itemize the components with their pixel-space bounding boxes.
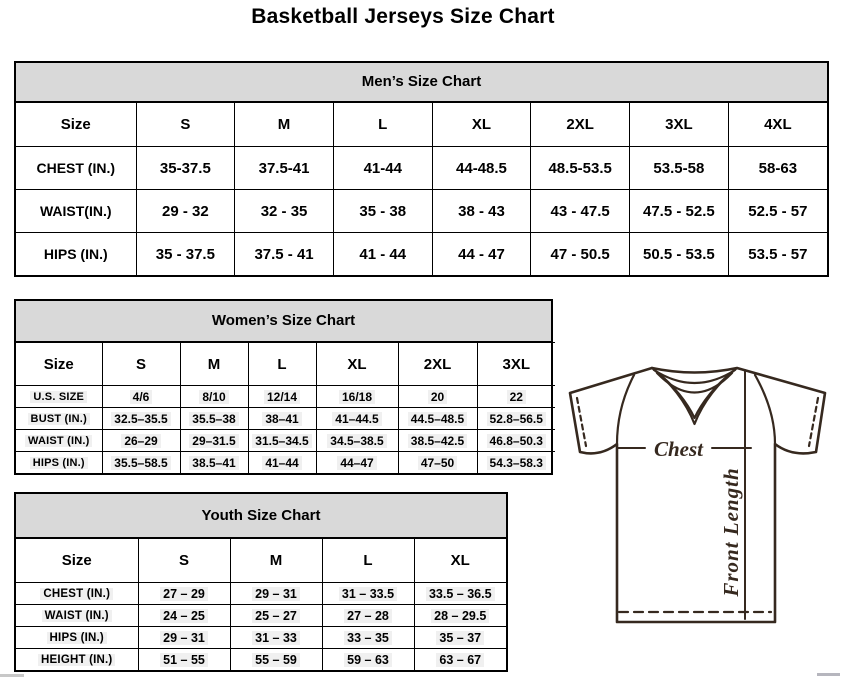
- table-cell: [477, 386, 555, 408]
- table-cell: [235, 233, 334, 276]
- column-header-text: XL: [471, 116, 492, 133]
- table-cell: [138, 627, 230, 649]
- table-cell-text: 4/6: [130, 390, 153, 404]
- table-cell-text: 20: [428, 390, 447, 404]
- table-cell: [136, 147, 235, 190]
- table-cell: [432, 190, 531, 233]
- table-row: [16, 343, 555, 386]
- column-header: [180, 343, 248, 386]
- women-size-label-text: Size: [43, 355, 74, 373]
- table-cell: [432, 233, 531, 276]
- table-cell: [414, 583, 506, 605]
- table-cell: [728, 147, 827, 190]
- table-cell-text: 29 – 31: [160, 631, 208, 645]
- chest-label: Chest: [653, 437, 704, 461]
- table-row: [16, 539, 506, 583]
- column-header-text: 2XL: [566, 116, 594, 133]
- row-label-text: HIPS (IN.): [43, 246, 108, 262]
- table-cell: [630, 233, 729, 276]
- table-cell-text: 35 - 38: [359, 202, 407, 220]
- table-cell: [235, 190, 334, 233]
- table-cell: [230, 627, 322, 649]
- table-cell-text: 31 – 33.5: [339, 587, 397, 601]
- table-cell-text: 27 – 28: [344, 609, 392, 623]
- table-cell: [322, 605, 414, 627]
- table-cell: [333, 147, 432, 190]
- column-header-text: M: [277, 116, 291, 133]
- right-sleeve-stitch-line: [809, 398, 818, 446]
- table-cell: [333, 233, 432, 276]
- table-cell: [531, 233, 630, 276]
- table-cell: [138, 649, 230, 671]
- row-label: [16, 649, 138, 671]
- row-label: [16, 605, 138, 627]
- column-header-text: L: [277, 355, 287, 373]
- table-cell-text: 35 – 37: [436, 631, 484, 645]
- table-cell: [180, 452, 248, 474]
- table-cell-text: 52.8–56.5: [487, 412, 546, 426]
- left-armhole-seam: [617, 375, 634, 444]
- table-cell-text: 55 – 59: [252, 653, 300, 667]
- table-cell: [316, 386, 398, 408]
- table-cell-text: 25 – 27: [252, 609, 300, 623]
- table-cell: [316, 408, 398, 430]
- jersey-outline: [570, 368, 825, 622]
- row-label: [16, 408, 102, 430]
- table-cell-text: 46.8–50.3: [487, 434, 546, 448]
- column-header-text: S: [180, 116, 191, 133]
- table-cell: [248, 452, 316, 474]
- table-cell-text: 12/14: [264, 390, 300, 404]
- table-cell-text: 29 – 31: [252, 587, 300, 601]
- youth-chart-header: Youth Size Chart: [16, 494, 506, 538]
- column-header-text: 2XL: [423, 355, 452, 373]
- row-label: [16, 233, 136, 276]
- column-header-text: 4XL: [764, 116, 792, 133]
- table-cell-text: 59 – 63: [344, 653, 392, 667]
- table-cell-text: 33 – 35: [344, 631, 392, 645]
- table-row: [16, 649, 506, 671]
- row-label-text: WAIST (IN.): [42, 610, 112, 622]
- table-cell: [477, 430, 555, 452]
- table-cell-text: 32.5–35.5: [111, 412, 170, 426]
- youth-size-table: [16, 538, 506, 670]
- table-row: [16, 386, 555, 408]
- table-cell-text: 47.5 - 52.5: [643, 202, 715, 220]
- row-label-text: U.S. SIZE: [30, 391, 87, 403]
- mens-size-chart: [14, 61, 829, 277]
- table-cell: [138, 605, 230, 627]
- row-label-text: HIPS (IN.): [47, 632, 107, 644]
- table-cell: [230, 605, 322, 627]
- men-size-label: [16, 103, 136, 147]
- table-cell: [102, 430, 180, 452]
- column-header: [102, 343, 180, 386]
- row-label: [16, 147, 136, 190]
- table-cell-text: 43 - 47.5: [550, 202, 610, 220]
- womens-chart-header: Women’s Size Chart: [16, 301, 551, 342]
- table-cell-text: 54.3–58.3: [487, 456, 546, 470]
- table-cell: [477, 408, 555, 430]
- table-row: [16, 408, 555, 430]
- table-cell-text: 44–47: [337, 456, 376, 470]
- table-cell-text: 34.5–38.5: [327, 434, 386, 448]
- table-cell: [235, 147, 334, 190]
- column-header-text: XL: [347, 355, 367, 373]
- row-label-text: CHEST (IN.): [40, 588, 113, 600]
- scrollbar-thumb-fragment-left[interactable]: [0, 674, 24, 677]
- table-cell: [102, 386, 180, 408]
- column-header: [316, 343, 398, 386]
- table-cell-text: 16/18: [339, 390, 375, 404]
- table-cell-text: 51 – 55: [160, 653, 208, 667]
- table-cell: [136, 190, 235, 233]
- table-cell-text: 44 - 47: [458, 245, 505, 263]
- table-cell-text: 44-48.5: [456, 159, 507, 177]
- table-cell: [728, 233, 827, 276]
- mens-size-table: [16, 102, 827, 275]
- table-cell-text: 52.5 - 57: [748, 202, 808, 220]
- column-header: [630, 103, 729, 147]
- table-cell: [136, 233, 235, 276]
- table-cell-text: 38.5–42.5: [408, 434, 467, 448]
- womens-size-chart: [14, 299, 553, 475]
- youth-size-label: [16, 539, 138, 583]
- column-header: [728, 103, 827, 147]
- table-row: [16, 627, 506, 649]
- table-row: [16, 605, 506, 627]
- column-header-text: S: [135, 355, 146, 373]
- jersey-measurement-diagram: [556, 360, 843, 630]
- column-header-text: M: [269, 552, 283, 569]
- table-cell: [398, 408, 477, 430]
- table-cell-text: 53.5 - 57: [748, 245, 808, 263]
- column-header-text: L: [363, 552, 373, 569]
- table-cell-text: 8/10: [199, 390, 228, 404]
- table-cell-text: 33.5 – 36.5: [426, 587, 495, 601]
- table-cell-text: 63 – 67: [436, 653, 484, 667]
- column-header-text: XL: [450, 552, 470, 569]
- table-cell: [414, 649, 506, 671]
- row-label-text: WAIST(IN.): [39, 203, 112, 219]
- table-cell-text: 38.5–41: [189, 456, 238, 470]
- table-cell: [322, 583, 414, 605]
- table-cell-text: 47 - 50.5: [550, 245, 610, 263]
- table-cell-text: 41-44: [363, 159, 402, 177]
- column-header: [138, 539, 230, 583]
- women-size-label: [16, 343, 102, 386]
- row-label: [16, 627, 138, 649]
- table-cell-text: 37.5-41: [258, 159, 310, 177]
- table-row: [16, 233, 827, 276]
- column-header: [136, 103, 235, 147]
- table-row: [16, 452, 555, 474]
- row-label-text: BUST (IN.): [28, 413, 90, 425]
- table-cell: [230, 583, 322, 605]
- column-header-text: 3XL: [502, 355, 530, 373]
- table-cell: [180, 408, 248, 430]
- table-cell-text: 38 - 43: [458, 202, 505, 220]
- table-cell-text: 41–44: [262, 456, 301, 470]
- table-cell-text: 31.5–34.5: [252, 434, 311, 448]
- vneck-inner-line: [658, 373, 731, 418]
- table-cell-text: 35.5–38: [189, 412, 238, 426]
- table-cell: [414, 605, 506, 627]
- table-cell-text: 41 - 44: [359, 245, 407, 263]
- table-cell-text: 47–50: [418, 456, 457, 470]
- front-length-label: Front Length: [719, 467, 743, 597]
- row-label: [16, 583, 138, 605]
- table-cell: [322, 649, 414, 671]
- row-label-text: HIPS (IN.): [30, 457, 88, 469]
- men-size-label-text: Size: [60, 116, 91, 133]
- table-cell-text: 28 – 29.5: [431, 609, 489, 623]
- table-cell: [477, 452, 555, 474]
- table-cell: [432, 147, 531, 190]
- table-cell-text: 27 – 29: [160, 587, 208, 601]
- column-header: [230, 539, 322, 583]
- table-cell-text: 24 – 25: [160, 609, 208, 623]
- mens-chart-header: Men’s Size Chart: [16, 63, 827, 102]
- table-cell: [728, 190, 827, 233]
- column-header: [477, 343, 555, 386]
- youth-size-chart: [14, 492, 508, 672]
- table-cell: [316, 430, 398, 452]
- row-label: [16, 430, 102, 452]
- table-cell-text: 35 - 37.5: [155, 245, 215, 263]
- column-header: [248, 343, 316, 386]
- table-cell-text: 50.5 - 53.5: [643, 245, 715, 263]
- column-header: [235, 103, 334, 147]
- row-label: [16, 386, 102, 408]
- row-label-text: WAIST (IN.): [25, 435, 92, 447]
- table-cell-text: 32 - 35: [260, 202, 308, 220]
- column-header: [333, 103, 432, 147]
- table-cell: [414, 627, 506, 649]
- youth-size-label-text: Size: [61, 552, 92, 569]
- table-cell: [138, 583, 230, 605]
- table-cell: [398, 430, 477, 452]
- table-row: [16, 190, 827, 233]
- table-cell-text: 58-63: [758, 159, 798, 177]
- table-cell: [531, 190, 630, 233]
- column-header-text: 3XL: [665, 116, 693, 133]
- table-cell-text: 29–31.5: [189, 434, 238, 448]
- table-cell: [248, 430, 316, 452]
- table-cell: [102, 452, 180, 474]
- table-cell-text: 53.5-58: [653, 159, 705, 177]
- table-row: [16, 147, 827, 190]
- table-cell: [180, 430, 248, 452]
- column-header-text: L: [378, 116, 388, 133]
- table-cell-text: 22: [507, 390, 526, 404]
- column-header-text: S: [178, 552, 189, 569]
- table-cell: [230, 649, 322, 671]
- table-cell: [398, 386, 477, 408]
- column-header-text: M: [207, 355, 221, 373]
- table-cell-text: 41–44.5: [332, 412, 381, 426]
- table-cell: [531, 147, 630, 190]
- table-cell: [322, 627, 414, 649]
- table-cell: [630, 147, 729, 190]
- table-cell: [180, 386, 248, 408]
- row-label-text: CHEST (IN.): [36, 160, 116, 176]
- column-header: [432, 103, 531, 147]
- table-cell: [102, 408, 180, 430]
- column-header: [414, 539, 506, 583]
- table-cell: [398, 452, 477, 474]
- table-cell-text: 35-37.5: [159, 159, 211, 177]
- table-cell-text: 35.5–58.5: [111, 456, 170, 470]
- table-row: [16, 583, 506, 605]
- table-cell-text: 44.5–48.5: [408, 412, 467, 426]
- row-label-text: HEIGHT (IN.): [38, 654, 115, 666]
- table-row: [16, 103, 827, 147]
- column-header: [398, 343, 477, 386]
- table-cell-text: 38–41: [262, 412, 301, 426]
- table-cell: [248, 386, 316, 408]
- table-cell-text: 26–29: [121, 434, 160, 448]
- scrollbar-thumb-fragment-right[interactable]: [817, 673, 840, 676]
- row-label: [16, 190, 136, 233]
- table-cell: [333, 190, 432, 233]
- row-label: [16, 452, 102, 474]
- table-cell-text: 48.5-53.5: [548, 159, 612, 177]
- table-cell-text: 37.5 - 41: [254, 245, 314, 263]
- table-cell: [248, 408, 316, 430]
- table-cell-text: 31 – 33: [252, 631, 300, 645]
- table-cell-text: 29 - 32: [162, 202, 209, 220]
- right-armhole-seam: [755, 375, 775, 444]
- page-title: Basketball Jerseys Size Chart: [251, 5, 555, 28]
- table-cell: [316, 452, 398, 474]
- column-header: [531, 103, 630, 147]
- womens-size-table: [16, 342, 555, 473]
- table-cell: [630, 190, 729, 233]
- column-header: [322, 539, 414, 583]
- table-row: [16, 430, 555, 452]
